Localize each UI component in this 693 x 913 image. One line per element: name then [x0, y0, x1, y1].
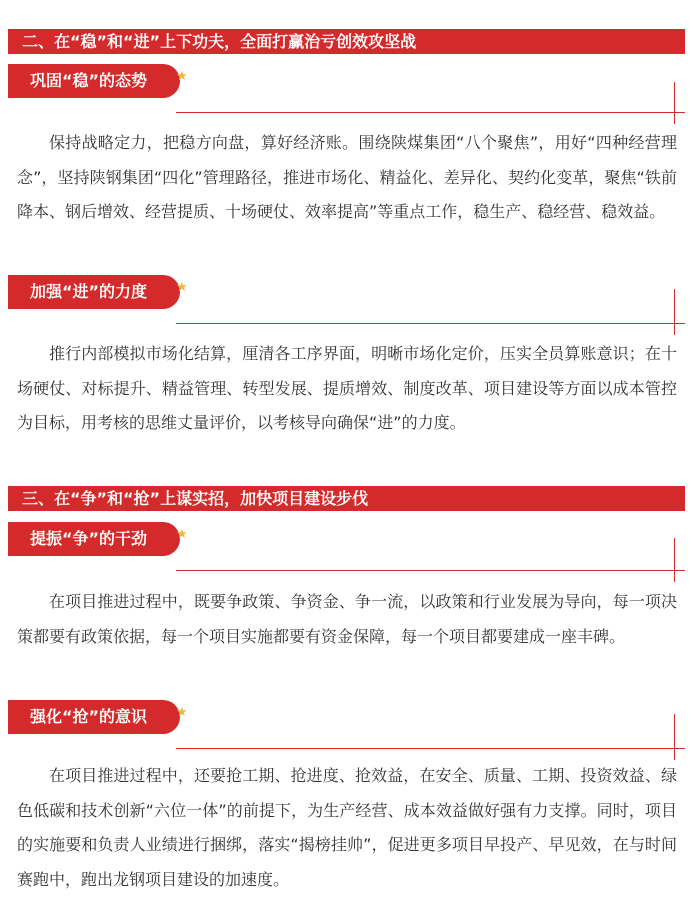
- divider-line: [176, 323, 685, 324]
- section-3-title: 三、在“争”和“抢”上谋实招，加快项目建设步伐: [8, 486, 685, 511]
- divider-line: [176, 570, 685, 571]
- star-icon: ★: [176, 280, 188, 295]
- subsection-header: [8, 700, 685, 760]
- divider-line: [176, 112, 685, 113]
- subsection-title: 强化“抢”的意识: [8, 700, 180, 734]
- subsection-header: [8, 275, 685, 335]
- paragraph: 推行内部模拟市场化结算，厘清各工序界面，明晰市场化定价，压实全员算账意识；在十场硬仗、对标提升、精益管理、转型发展、提质增效、制度改革、项目建设等方面以成本管控为目标，用考核的思维丈量评价，以考核导向确保“进”的力度。: [17, 344, 677, 432]
- star-icon: ★: [176, 69, 188, 84]
- star-icon: ★: [176, 527, 188, 542]
- subsection-title: 巩固“稳”的态势: [8, 64, 180, 98]
- subsection-header: [8, 64, 685, 124]
- divider-line: [674, 82, 675, 124]
- divider-line: [674, 714, 675, 760]
- paragraph: 在项目推进过程中，还要抢工期、抢进度、抢效益，在安全、质量、工期、投资效益、绿色低碳和技术创新“六位一体”的前提下，为生产经营、成本效益做好强有力支撑。同时，项目的实施要和负责人业绩进行捆绑，落实“揭榜挂帅”，促进更多项目早投产、早见效，在与时间赛跑中，跑出龙钢项目建设的加速度。: [17, 766, 677, 889]
- subsection-header: [8, 522, 685, 582]
- subsection-title: 提振“争”的干劲: [8, 522, 180, 556]
- subsection-title: 加强“进”的力度: [8, 275, 180, 309]
- paragraph: 在项目推进过程中，既要争政策、争资金、争一流，以政策和行业发展为导向，每一项决策都要有政策依据，每一个项目实施都要有资金保障，每一个项目都要建成一座丰碑。: [17, 592, 677, 646]
- divider-line: [674, 289, 675, 335]
- paragraph: 保持战略定力，把稳方向盘，算好经济账。围绕陕煤集团“八个聚焦”，用好“四种经营理念”，坚持陕钢集团“四化”管理路径，推进市场化、精益化、差异化、契约化变革，聚焦“铁前降本、钢后增效、经营提质、十场硬仗、效率提高”等重点工作，稳生产、稳经营、稳效益。: [17, 133, 677, 221]
- divider-line: [674, 538, 675, 582]
- section-2-title: 二、在“稳”和“进”上下功夫，全面打赢治亏创效攻坚战: [8, 29, 685, 54]
- star-icon: ★: [176, 705, 188, 720]
- divider-line: [176, 748, 685, 749]
